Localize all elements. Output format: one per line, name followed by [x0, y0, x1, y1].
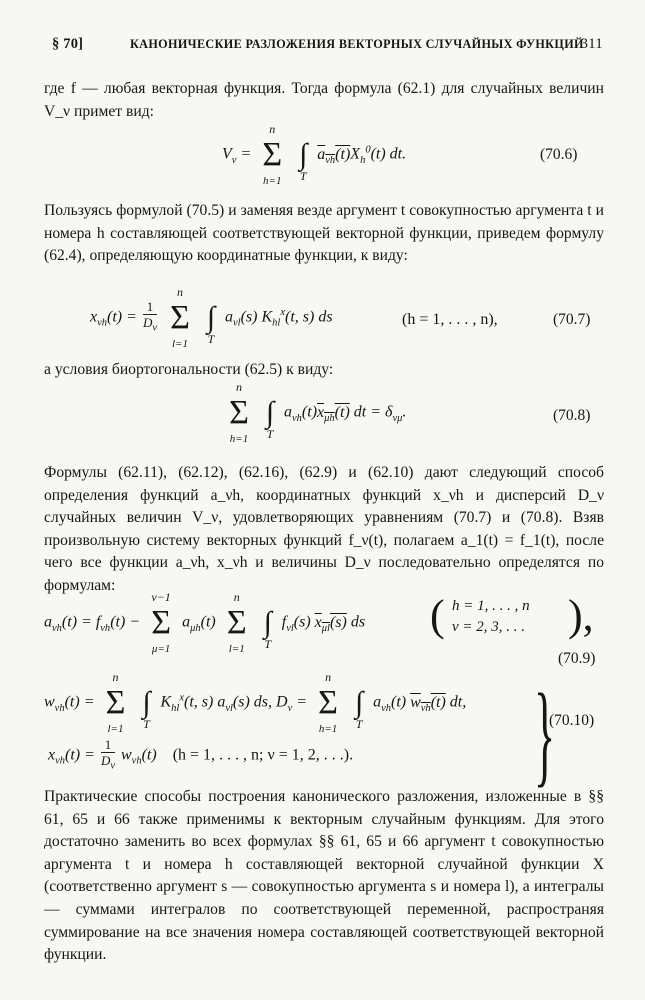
paragraph-1: где f — любая векторная функция. Тогда формула (62.1) для случайных величин V_ν примет вид: — [44, 80, 604, 120]
equation-70-7-condition: (h = 1, . . . , n), — [402, 311, 498, 328]
equation-70-10-line-1: $w_{\nu h}(t)$ = n Σ l=1 ∫ T $K_{hl}^x(t$, s) $a_{\nu l}(s)$ ds, $D_\nu$ = n Σ h=1 ∫ T $a_{\nu h}(t)$ $w_{\nu h}(t)$ dt, — [44, 670, 467, 735]
equation-70-9-conditions — [452, 598, 530, 636]
header-title: КАНОНИЧЕСКИЕ РАЗЛОЖЕНИЯ ВЕКТОРНЫХ СЛУЧАЙНЫХ ФУНКЦИЙ — [130, 37, 584, 51]
equation-number-70-6: (70.6) — [540, 146, 578, 163]
equation-number-70-9: (70.9) — [558, 650, 596, 667]
right-brace: } — [534, 670, 556, 798]
equation-70-8: n Σ h=1 ∫ T $a_{\nu h}(t)x_{\mu h}(t)$ dt = $\delta_{\nu\mu}$. — [229, 380, 407, 445]
right-paren: ), — [568, 591, 594, 640]
equation-70-9: $a_{\nu h}(t) = f_{\nu h}(t)$ − ν−1 Σ μ=1 $a_{\mu h}(t)$ n Σ l=1 ∫ T $f_{\nu l}(s)$ $x_{\mu l}(s)$ ds — [44, 590, 366, 655]
paragraph-3: а условия биортогональности (62.5) к виду: — [44, 361, 334, 378]
page-number: 311 — [580, 36, 603, 52]
section-number: § 70] — [52, 36, 84, 52]
condition-h: h = 1, . . . , n — [452, 598, 530, 614]
equation-number-70-8: (70.8) — [553, 407, 591, 424]
equation-70-10-condition: (h = 1, . . . , n; ν = 1, 2, . . .). — [172, 746, 354, 764]
paragraph-5: Практические способы построения канонического разложения, изложенные в §§ 61, 65 и 66 также применимы к векторным случайным функциям. Для этого достаточно заменить во всех формулах §§ 61, 65 и 66 аргумент t совокупностью аргумента t и номера h составляющей векторной случайной функции X (соответственно аргумент s — совокупностью аргумента s и номера l), а интегралы — суммами интегралов по соответствующей переменной, распространяя суммирование на все значения номера составляющей соответствующей векторной функции. — [44, 788, 604, 964]
condition-nu: ν = 2, 3, . . . — [452, 619, 526, 635]
left-paren: ( — [430, 591, 445, 640]
equation-70-6: $V_\nu$ = n Σ h=1 ∫ T $a_{\nu h}(t)X_h^0(t)$ dt. — [222, 122, 407, 187]
paragraph-4: Формулы (62.11), (62.12), (62.16), (62.9) и (62.10) дают следующий способ определения функций a_νh, координатных функций x_νh и дисперсий D_ν случайных величин V_ν, удовлетворяющих уравнениям (70.7) и (70.8). Взяв произвольную систему векторных функций f_ν(t), полагаем a_1(t) = f_1(t), после чего все функции a_νh, x_νh и величины D_ν последовательно определятся по формулам: — [44, 464, 604, 594]
equation-number-70-10: (70.10) — [549, 712, 595, 729]
equation-70-10-line-2: $x_{\nu h}(t)$ = $\frac{1}{D_\nu}$ $w_{\nu h}(t)$ (h = 1, . . . , n; ν = 1, 2, . . .). — [48, 737, 354, 772]
paragraph-2: Пользуясь формулой (70.5) и заменяя везде аргумент t совокупностью аргумента t и номера h составляющей соответствующей векторной функции, приведем формулу (62.4), определяющую координатные функции, к виду: — [44, 202, 604, 265]
equation-number-70-7: (70.7) — [553, 311, 591, 328]
equation-70-7: $x_{\nu h}(t)$ = $\frac{1}{D_\nu}$ n Σ l=1 ∫ T $a_{\nu l}(s)$ $K_{hl}^x(t$, s) ds — [90, 284, 333, 350]
